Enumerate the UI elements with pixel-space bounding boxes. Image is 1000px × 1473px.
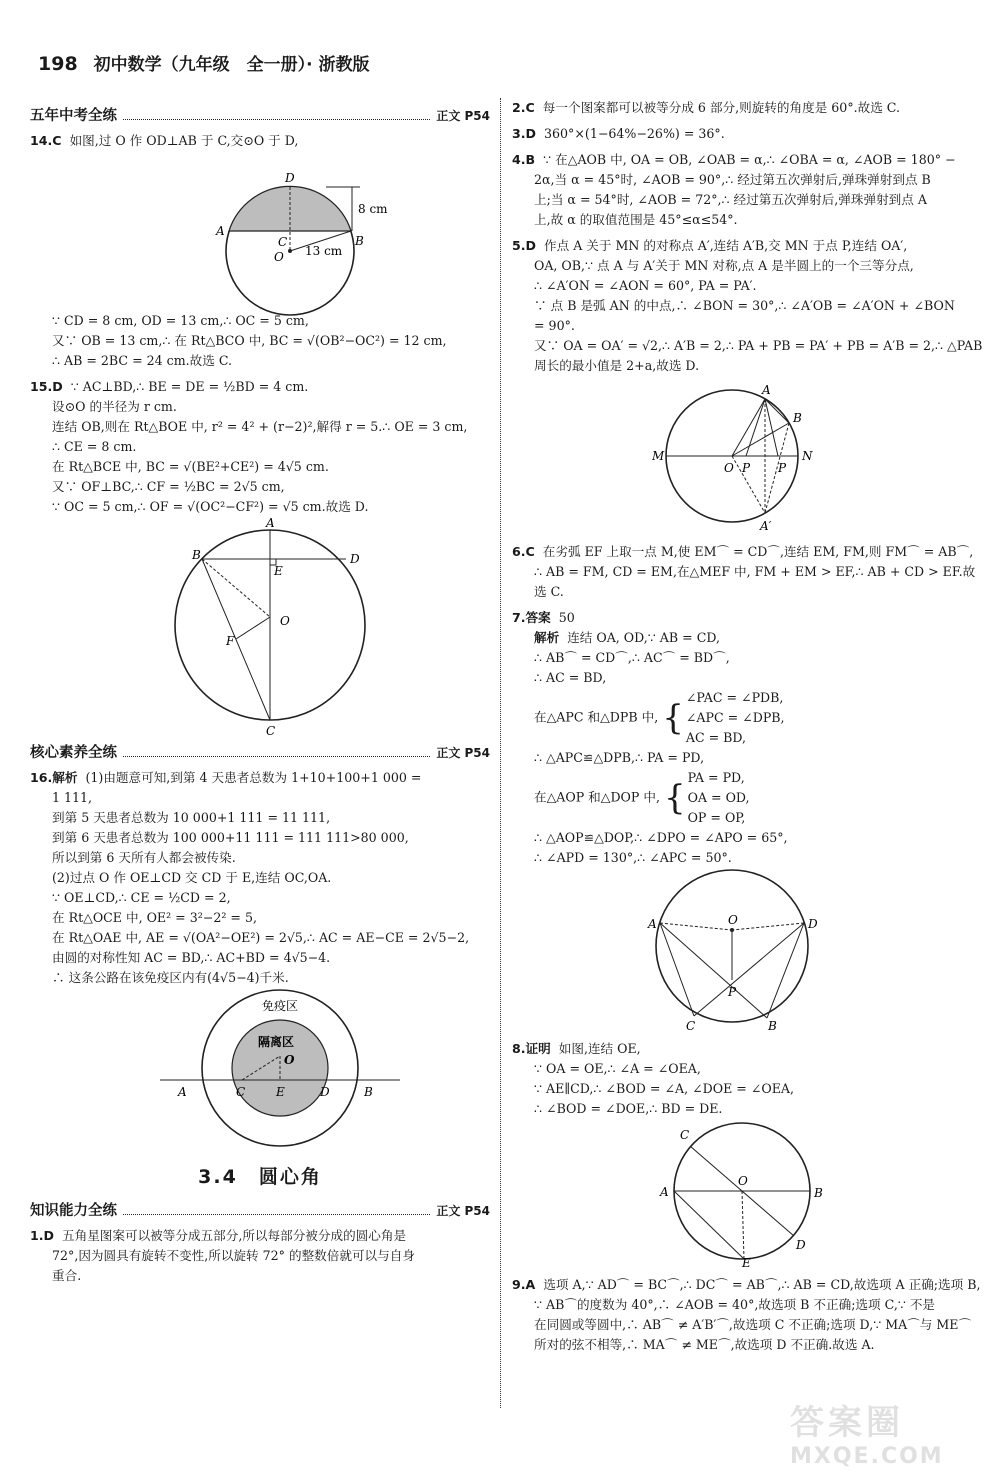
section-header xyxy=(30,741,490,762)
label-a: A xyxy=(762,383,771,397)
answer-line: ∴ AC = BD, xyxy=(534,670,607,685)
question-9 xyxy=(512,1275,981,1355)
brace: { xyxy=(663,778,686,818)
label-b: B xyxy=(768,1019,777,1033)
label-a: A xyxy=(216,224,225,238)
section-title: 知识能力全练 xyxy=(30,1203,117,1219)
system-row: OP = OP, xyxy=(687,810,746,825)
label-p: P xyxy=(728,985,737,999)
answer-line: ∴ 这条公路在该免疫区内有(4√5−4)千米. xyxy=(52,970,289,985)
line-db xyxy=(767,923,804,1018)
question-label: 14.C xyxy=(30,133,62,148)
label-m: M xyxy=(652,449,665,463)
answer-line: 由圆的对称性知 AC = BD,∴ AC+BD = 4√5−4. xyxy=(52,950,331,965)
label-o: O xyxy=(738,1174,748,1188)
line-ab xyxy=(765,399,789,423)
answer-line: 选 C. xyxy=(534,584,564,599)
answer-line: ∵ 点 B 是弧 AN 的中点,∴ ∠BON = 30°,∴ ∠A′OB = ∠A′ON + ∠BON xyxy=(534,298,955,313)
dotted-leader xyxy=(123,1204,430,1215)
line-of xyxy=(236,617,270,639)
label-c: C xyxy=(686,1019,696,1033)
section-ref: 正文 P54 xyxy=(436,746,490,760)
system-intro: 在△APC 和△DPB 中, xyxy=(534,709,659,725)
page-number: 198 xyxy=(38,53,78,75)
question-label: 4.B xyxy=(512,152,536,167)
question-8 xyxy=(512,1039,972,1269)
label-a: A xyxy=(178,1085,187,1099)
question-16 xyxy=(30,768,490,1148)
answer-line: 如图,连结 OE, xyxy=(558,1041,641,1056)
label-o: O xyxy=(284,1053,295,1067)
answer-line: ∵ 在△AOB 中, OA = OB, ∠OAB = α,∴ ∠OBA = α, ∠AOB = 180° − xyxy=(543,152,956,167)
question-label: 5.D xyxy=(512,238,537,253)
answer-line: ∵ OE⊥CD,∴ CE = ½CD = 2, xyxy=(52,890,231,905)
answer-line: 到第 5 天患者总数为 10 000+1 111 = 11 111, xyxy=(52,810,331,825)
figure-q7 xyxy=(512,868,952,1033)
question-15 xyxy=(30,377,490,738)
label-b: B xyxy=(355,234,364,248)
answer-line: ∴ △APC≌△DPB,∴ PA = PD, xyxy=(534,750,705,765)
line-ob xyxy=(202,559,270,617)
answer-line: 作点 A 关于 MN 的对称点 A′,连结 A′B,交 MN 于点 P,连结 OA′, xyxy=(544,238,908,253)
answer-line: ∵ AE∥CD,∴ ∠BOD = ∠A, ∠DOE = ∠OEA, xyxy=(534,1081,794,1096)
question-label: 6.C xyxy=(512,544,535,559)
figure-q5 xyxy=(512,376,952,536)
system-row: AC = BD, xyxy=(685,730,747,745)
label-o: O xyxy=(724,461,734,475)
label-o: O xyxy=(280,614,290,628)
answer-line: ∴ AB⌒ = CD⌒,∴ AC⌒ = BD⌒, xyxy=(534,650,730,665)
label-e: E xyxy=(742,1256,751,1270)
question-label: 8.证明 xyxy=(512,1041,551,1056)
question-4 xyxy=(512,150,972,230)
line-oe xyxy=(742,1191,744,1259)
answer-line: 所以到第 6 天所有人都会被传染. xyxy=(52,850,236,865)
brace: { xyxy=(662,698,684,738)
question-7 xyxy=(512,608,972,1033)
section-header xyxy=(30,1199,490,1220)
line-ab xyxy=(660,923,767,1018)
page-header xyxy=(38,50,369,75)
equation-system-1 xyxy=(512,688,972,748)
question-label: 9.A xyxy=(512,1277,536,1292)
column-divider xyxy=(500,98,501,1408)
question-1 xyxy=(30,1226,490,1286)
label-b: B xyxy=(192,548,201,562)
label-a: A xyxy=(266,516,275,530)
system-row: PA = PD, xyxy=(687,770,745,785)
dotted-leader xyxy=(123,109,430,120)
label-b: B xyxy=(364,1085,373,1099)
answer-line: ∴ ∠A′ON = ∠AON = 60°, PA = PA′. xyxy=(534,278,757,293)
label-n: N xyxy=(802,449,813,463)
label-c: C xyxy=(278,235,288,249)
label-o: O xyxy=(274,250,284,264)
label-b: B xyxy=(814,1186,823,1200)
answer-line: 又∵ OB = 13 cm,∴ 在 Rt△BCO 中, BC = √(OB²−OC²) = 12 cm, xyxy=(52,333,447,348)
watermark-text: 答案圈 xyxy=(790,1403,904,1443)
answer-value: 50 xyxy=(558,610,575,625)
system-row: OA = OD, xyxy=(687,790,750,805)
answer-line: 连结 OB,则在 Rt△BOE 中, r² = 4² + (r−2)²,解得 r = 5.∴ OE = 3 cm, xyxy=(52,419,468,434)
answer-line: ∵ AC⊥BD,∴ BE = DE = ½BD = 4 cm. xyxy=(70,379,309,394)
answer-line: ∴ AB = FM, CD = EM,在△MEF 中, FM + EM > EF,∴ AB + CD > EF.故 xyxy=(534,564,976,579)
question-label: 3.D xyxy=(512,126,537,141)
right-column xyxy=(512,98,983,1361)
answer-line: OA, OB,∵ 点 A 与 A′关于 MN 对称,点 A 是半圆上的一个三等分点, xyxy=(534,258,914,273)
answer-line: 上;当 α = 54°时, ∠AOB = 72°,∴ 经过第五次弹射后,弹珠弹射到点 A xyxy=(534,192,927,207)
left-column xyxy=(30,98,490,1292)
figure-q15 xyxy=(30,516,470,738)
answer-line: ∵ CD = 8 cm, OD = 13 cm,∴ OC = 5 cm, xyxy=(52,313,309,328)
answer-line: 360°×(1−64%−26%) = 36°. xyxy=(544,126,725,141)
answer-line: 五角星图案可以被等分成五部分,所以每部分被分成的圆心角是 xyxy=(62,1228,407,1243)
answer-line: 又∵ OF⊥BC,∴ CF = ½BC = 2√5 cm, xyxy=(52,479,285,494)
line-ac xyxy=(660,923,694,1016)
question-label: 16.解析 xyxy=(30,770,78,785)
book-title: 初中数学（九年级 全一册）· 浙教版 xyxy=(93,55,370,75)
answer-line: 设⊙O 的半径为 r cm. xyxy=(52,399,177,414)
answer-line: ∵ AB⌒的度数为 40°,∴ ∠AOB = 40°,故选项 B 不正确;选项 C,∵ 不是 xyxy=(534,1297,936,1312)
label-e: E xyxy=(276,1085,285,1099)
question-5 xyxy=(512,236,983,536)
label-immune-zone: 免疫区 xyxy=(262,999,299,1013)
answer-line: 在 Rt△BCE 中, BC = √(BE²+CE²) = 4√5 cm. xyxy=(52,459,329,474)
answer-line: 上,故 α 的取值范围是 45°≤α≤54°. xyxy=(534,212,738,227)
question-14 xyxy=(30,131,490,371)
label-o: O xyxy=(728,913,738,927)
answer-line: 每一个图案都可以被等分成 6 部分,则旋转的角度是 60°.故选 C. xyxy=(542,100,900,115)
answer-line: 72°,因为圆具有旋转不变性,所以旋转 72° 的整数倍就可以与自身 xyxy=(52,1248,415,1263)
answer-line: 连结 OA, OD,∵ AB = CD, xyxy=(567,630,720,645)
question-label: 1.D xyxy=(30,1228,55,1243)
answer-line: 选项 A,∵ AD⌒ = BC⌒,∴ DC⌒ = AB⌒,∴ AB = CD,故选项 A 正确;选项 B, xyxy=(543,1277,981,1292)
label-d: D xyxy=(320,1085,330,1099)
section-title: 五年中考全练 xyxy=(30,108,117,124)
question-3 xyxy=(512,124,972,144)
question-6 xyxy=(512,542,976,602)
label-d: D xyxy=(350,552,360,566)
answer-line: (2)过点 O 作 OE⊥CD 交 CD 于 E,连结 OC,OA. xyxy=(52,870,332,885)
label-d: D xyxy=(796,1238,806,1252)
analysis-label: 解析 xyxy=(534,630,560,645)
answer-line: 周长的最小值是 2+a,故选 D. xyxy=(534,358,700,373)
watermark xyxy=(790,1395,990,1470)
answer-line: ∴ AB = 2BC = 24 cm.故选 C. xyxy=(52,353,233,368)
watermark-url: MXQE.COM xyxy=(790,1444,944,1469)
line-ob xyxy=(732,423,789,456)
question-label: 7.答案 xyxy=(512,610,551,625)
label-e: E xyxy=(274,564,283,578)
figure-q16 xyxy=(30,988,470,1148)
label-c: C xyxy=(680,1128,690,1142)
label-p-prime: P xyxy=(778,461,787,475)
section-title: 核心素养全练 xyxy=(30,745,117,761)
answer-line: ∴ ∠BOD = ∠DOE,∴ BD = DE. xyxy=(534,1101,723,1116)
answer-line: 在同圆或等圆中,∴ AB⌒ ≠ A′B′⌒,故选项 C 不正确;选项 D,∵ MA⌒与 ME⌒ xyxy=(534,1317,972,1332)
answer-line: ∴ △AOP≌△DOP,∴ ∠DPO = ∠APO = 65°, xyxy=(534,830,788,845)
answer-line: 在 Rt△OCE 中, OE² = 3²−2² = 5, xyxy=(52,910,257,925)
label-isolation-zone: 隔离区 xyxy=(258,1035,295,1049)
system-row: ∠APC = ∠DPB, xyxy=(685,710,785,725)
chord-ae xyxy=(674,1191,744,1259)
section-ref: 正文 P54 xyxy=(436,109,490,123)
label-d: D xyxy=(285,171,295,185)
answer-line: = 90°. xyxy=(534,318,575,333)
label-13cm: 13 cm xyxy=(305,244,343,258)
answer-line: 在劣弧 EF 上取一点 M,使 EM⌒ = CD⌒,连结 EM, FM,则 FM⌒ = AB⌒, xyxy=(542,544,974,559)
dotted-leader xyxy=(123,746,430,757)
label-c: C xyxy=(266,724,276,738)
label-b: B xyxy=(793,411,802,425)
equation-system-2 xyxy=(512,768,972,828)
system-intro: 在△AOP 和△DOP 中, xyxy=(534,789,660,805)
label-d: D xyxy=(808,917,818,931)
answer-line: ∴ CE = 8 cm. xyxy=(52,439,137,454)
label-a-prime: A′ xyxy=(760,519,772,533)
figure-q14 xyxy=(30,151,470,311)
answer-line: 又∵ OA = OA′ = √2,∴ A′B = 2,∴ PA + PB = PA′ + PB = A′B = 2,∴ △PAB xyxy=(534,338,983,353)
label-c: C xyxy=(236,1085,246,1099)
answer-line: ∵ OA = OE,∴ ∠A = ∠OEA, xyxy=(534,1061,701,1076)
answer-line: 如图,过 O 作 OD⊥AB 于 C,交⊙O 于 D, xyxy=(69,133,299,148)
answer-line: ∴ ∠APD = 130°,∴ ∠APC = 50°. xyxy=(534,850,732,865)
label-p: P xyxy=(742,461,751,475)
center-point xyxy=(288,249,292,253)
line-od xyxy=(732,923,804,930)
answer-line: 重合. xyxy=(52,1268,82,1283)
system-row: ∠PAC = ∠PDB, xyxy=(685,690,784,705)
line-oa xyxy=(660,923,732,930)
answer-line: 在 Rt△OAE 中, AE = √(OA²−OE²) = 2√5,∴ AC = AE−CE = 2√5−2, xyxy=(52,930,470,945)
figure-q8 xyxy=(512,1119,952,1269)
label-8cm: 8 cm xyxy=(358,202,388,216)
question-label: 2.C xyxy=(512,100,535,115)
center-point xyxy=(730,928,734,932)
section-header xyxy=(30,104,490,125)
answer-line: 所对的弦不相等,∴ MA⌒ ≠ ME⌒,故选项 D 不正确.故选 A. xyxy=(534,1337,875,1352)
label-a: A xyxy=(660,1185,669,1199)
chapter-section-title: 3.4 圆心角 xyxy=(198,1166,322,1188)
label-a: A xyxy=(648,917,657,931)
answer-line: ∵ OC = 5 cm,∴ OF = √(OC²−CF²) = √5 cm.故选 D. xyxy=(52,499,369,514)
question-2 xyxy=(512,98,972,118)
line-bc xyxy=(202,559,270,720)
answer-line: (1)由题意可知,到第 4 天患者总数为 1+10+100+1 000 = xyxy=(85,770,422,785)
section-ref: 正文 P54 xyxy=(436,1204,490,1218)
answer-line: 1 111, xyxy=(52,790,93,805)
answer-line: 2α,当 α = 45°时, ∠AOB = 90°,∴ 经过第五次弹射后,弹珠弹射到点 B xyxy=(534,172,931,187)
question-label: 15.D xyxy=(30,379,63,394)
answer-line: 到第 6 天患者总数为 100 000+11 111 = 111 111>80 000, xyxy=(52,830,409,845)
label-f: F xyxy=(226,634,235,648)
